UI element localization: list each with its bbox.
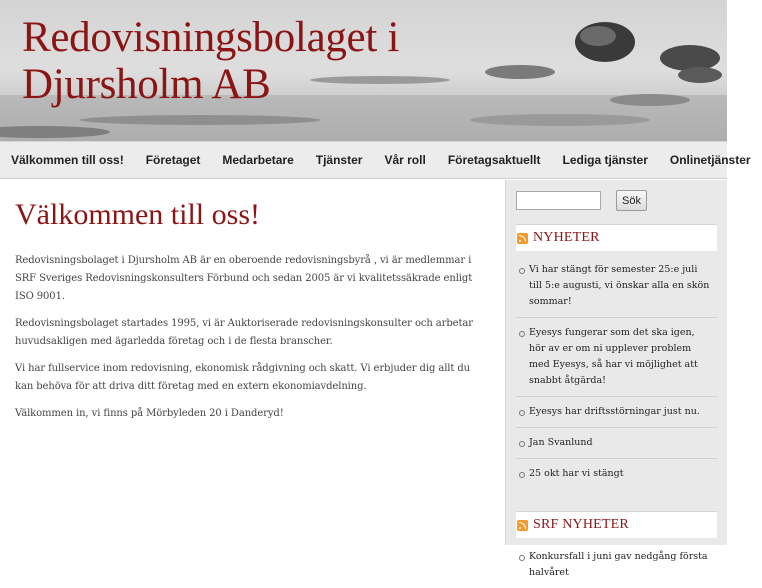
nav-item-foretaget[interactable]: Företaget xyxy=(145,153,201,167)
rss-icon[interactable] xyxy=(517,520,528,531)
services-paragraph: Vi har fullservice inom redovisning, ekonomisk rådgivning och skatt. Vi erbjuder dig allt du kan behöva för att driva ditt företag med en extern ekonomiavdelning. xyxy=(15,363,471,392)
nav-item-lediga-tjanster[interactable]: Lediga tjänster xyxy=(562,153,648,167)
nav-item-tjanster[interactable]: Tjänster xyxy=(315,153,363,167)
search-form xyxy=(516,190,717,211)
search-input[interactable] xyxy=(516,191,601,210)
news-list xyxy=(516,255,717,489)
srf-news-widget-title[interactable]: SRF NYHETER xyxy=(533,517,629,532)
news-widget-header xyxy=(516,224,717,251)
history-paragraph: Redovisningsbolaget startades 1995, vi är Auktoriserade redovisningskonsulter och arbetar huvudsakligen med ägarledda företag och i de flesta branscher. xyxy=(15,318,473,347)
rss-icon[interactable] xyxy=(517,233,528,244)
main-navigation xyxy=(0,141,751,179)
main-content xyxy=(0,180,505,545)
nav-item-var-roll[interactable]: Vår roll xyxy=(384,153,426,167)
nav-item-medarbetare[interactable]: Medarbetare xyxy=(222,153,294,167)
news-item[interactable]: Vi har stängt för semester 25:e juli till 5:e augusti, vi önskar alla en skön sommar! xyxy=(516,255,717,318)
news-widget-title[interactable]: NYHETER xyxy=(533,230,600,245)
site-header xyxy=(0,0,727,141)
news-item[interactable]: Jan Svanlund xyxy=(516,428,717,459)
news-item[interactable]: 25 okt har vi stängt xyxy=(516,459,717,489)
intro-paragraph: Redovisningsbolaget i Djursholm AB är en oberoende redovisningsbyrå , vi är medlemmar i SRF Sveriges Redovisningskonsulters Förbund och sedan 2005 är vi kvalitetssäkrade enligt ISO 9001. xyxy=(15,255,473,302)
address-paragraph: Välkommen in, vi finns på Mörbyleden 20 i Danderyd! xyxy=(15,408,284,419)
page-title: Välkommen till oss! xyxy=(15,198,260,231)
nav-item-valkommen[interactable]: Välkommen till oss! xyxy=(11,153,124,167)
srf-news-widget-header xyxy=(516,511,717,538)
site-title[interactable]: Redovisningsbolaget i Djursholm AB xyxy=(22,14,400,108)
srf-news-list xyxy=(516,542,717,588)
nav-item-onlinetjanster[interactable]: Onlinetjänster xyxy=(669,153,751,167)
sidebar xyxy=(505,180,727,578)
news-item[interactable]: Eyesys har driftsstörningar just nu. xyxy=(516,397,717,428)
news-item[interactable]: Eyesys fungerar som det ska igen, hör av er om ni upplever problem med Eyesys, så har vi möjlighet att snabbt åtgärda! xyxy=(516,318,717,397)
nav-item-foretagsaktuellt[interactable]: Företagsaktuellt xyxy=(447,153,541,167)
search-button[interactable]: Sök xyxy=(616,190,647,211)
news-item[interactable]: Konkursfall i juni gav nedgång första halvåret xyxy=(516,542,717,588)
